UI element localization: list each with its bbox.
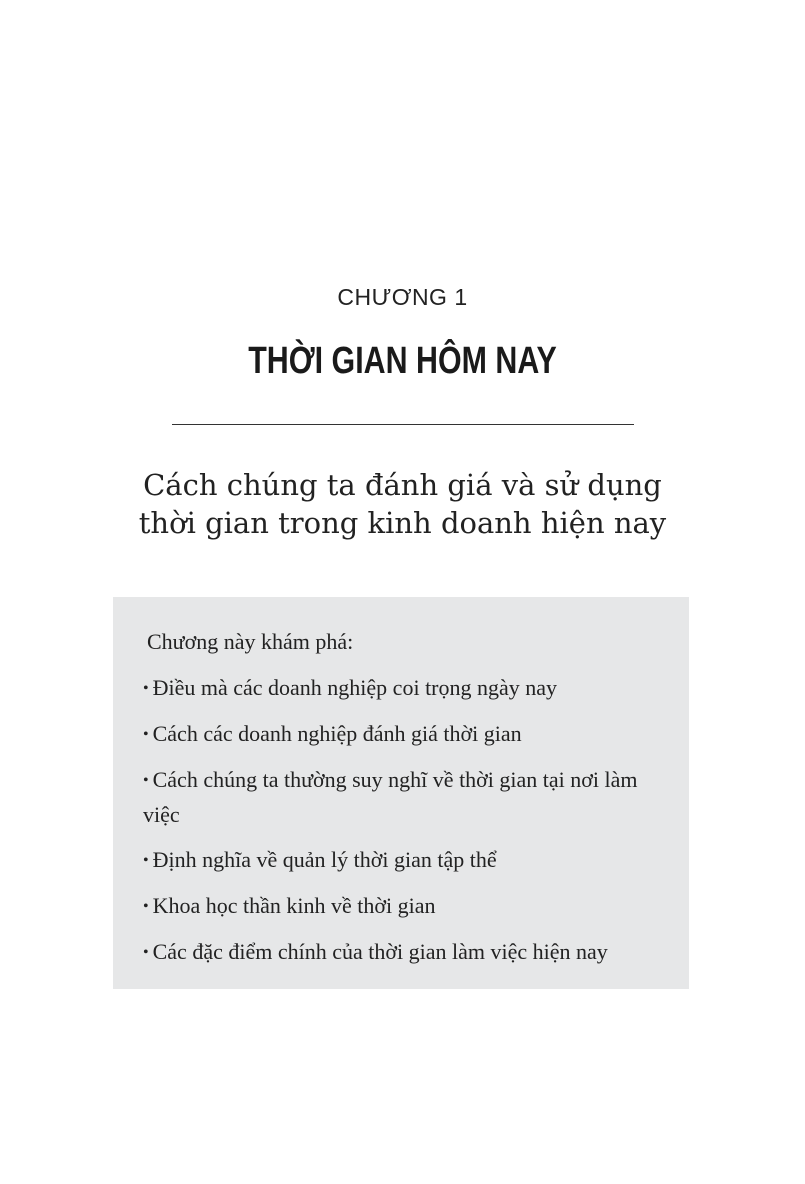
chapter-label: CHƯƠNG 1 [337,284,468,310]
summary-item [143,763,661,832]
chapter-title: THỜI GIAN HÔM NAY [248,340,557,382]
bullet-icon: • [143,726,149,743]
chapter-subtitle [0,466,805,542]
bullet-icon: • [143,898,149,915]
summary-item [143,717,661,752]
summary-item [143,843,661,878]
summary-item [143,889,661,924]
subtitle-line: thời gian trong kinh doanh hiện nay [138,506,667,540]
summary-item-text: Khoa học thần kinh về thời gian [152,893,436,918]
summary-list [143,671,661,970]
summary-item-text: Điều mà các doanh nghiệp coi trọng ngày nay [152,675,558,700]
summary-item-text: Cách chúng ta thường suy nghĩ về thời gian tại nơi làm việc [143,767,638,827]
chapter-summary-box [113,597,689,989]
summary-item [143,671,661,706]
subtitle-line: Cách chúng ta đánh giá và sử dụng [143,468,662,502]
summary-item-text: Cách các doanh nghiệp đánh giá thời gian [152,721,522,746]
bullet-icon: • [143,680,149,697]
bullet-icon: • [143,852,149,869]
title-divider [172,424,634,425]
summary-item [143,935,661,970]
bullet-icon: • [143,772,149,789]
summary-item-text: Định nghĩa về quản lý thời gian tập thể [152,847,497,872]
summary-item-text: Các đặc điểm chính của thời gian làm việc hiện nay [152,939,608,964]
summary-intro: Chương này khám phá: [147,629,354,654]
bullet-icon: • [143,944,149,961]
